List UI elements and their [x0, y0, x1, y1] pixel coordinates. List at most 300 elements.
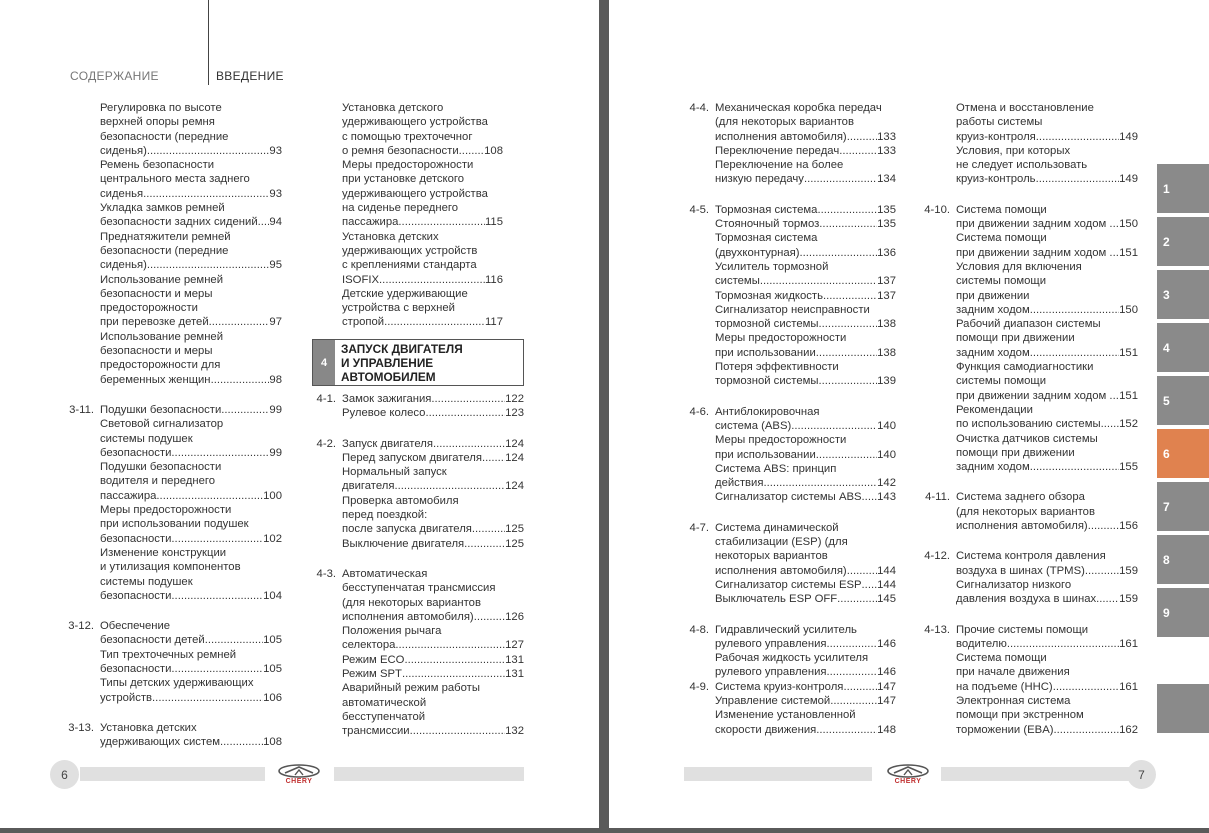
toc-entry[interactable] — [956, 651, 1138, 694]
toc-entry-text: и утилизация компонентов — [100, 561, 241, 574]
toc-entry-text: Световой сигнализатор — [100, 418, 224, 431]
dot-leader — [379, 273, 485, 287]
toc-entry[interactable] — [956, 694, 1138, 737]
chery-logo-left — [277, 764, 321, 788]
toc-page-number: 133 — [877, 144, 896, 157]
toc-entry[interactable] — [956, 144, 1138, 187]
toc-entry-text: при перевозке детей — [100, 316, 209, 329]
toc-entry-text: сиденья — [100, 187, 144, 200]
toc-entry-text: Система помощи — [956, 232, 1047, 245]
dot-leader — [1007, 637, 1119, 651]
toc-entry[interactable] — [956, 403, 1138, 432]
toc-entry-text: Условия для включения — [956, 260, 1082, 273]
toc-entry[interactable] — [956, 260, 1138, 317]
toc-entry-text: Потеря эффективности — [715, 361, 839, 374]
toc-entry[interactable] — [342, 667, 524, 681]
chapter-tab-2[interactable]: 2 — [1157, 217, 1209, 266]
dot-leader — [843, 680, 877, 694]
toc-page-number: 100 — [263, 489, 282, 502]
toc-section-number: 4-12. — [924, 550, 950, 563]
chapter-tab-6[interactable]: 6 — [1157, 429, 1209, 478]
toc-page-number: 99 — [269, 403, 282, 416]
header-intro[interactable]: ВВЕДЕНИЕ — [216, 69, 284, 83]
toc-entry-text: Система заднего обзора — [956, 491, 1085, 504]
toc-entry[interactable] — [100, 460, 282, 503]
toc-entry[interactable] — [715, 289, 896, 303]
dot-leader — [823, 289, 877, 303]
toc-page-number: 147 — [877, 680, 896, 693]
chery-logo-icon — [277, 764, 321, 778]
toc-entry[interactable] — [689, 680, 896, 694]
toc-entry[interactable] — [342, 406, 524, 420]
toc-entry[interactable] — [715, 694, 896, 708]
toc-entry-text: Антиблокировочная — [715, 405, 820, 418]
toc-entry-text: Меры предосторожности — [715, 434, 847, 447]
toc-entry[interactable] — [342, 230, 503, 287]
dot-leader — [402, 667, 505, 681]
toc-entry[interactable] — [316, 567, 524, 624]
toc-column-right-2 — [924, 101, 1138, 737]
toc-entry-text: при использовании — [715, 346, 816, 359]
toc-page-number: 116 — [484, 273, 503, 286]
dot-leader — [1030, 460, 1119, 474]
toc-entry[interactable] — [715, 578, 896, 592]
chapter-tab-8[interactable]: 8 — [1157, 535, 1209, 584]
dot-leader — [819, 317, 878, 331]
toc-entry-text: исполнения автомобиля) — [715, 564, 847, 577]
toc-entry-text: Рабочая жидкость усилителя — [715, 652, 869, 665]
toc-page-number: 144 — [877, 564, 896, 577]
toc-entry[interactable] — [100, 503, 282, 546]
toc-entry-text: тормозной системы — [715, 375, 819, 388]
toc-page-number: 104 — [263, 589, 282, 602]
dot-leader — [171, 446, 269, 460]
toc-entry[interactable] — [342, 451, 524, 465]
toc-entry-text: Запуск двигателя — [342, 437, 433, 450]
toc-entry[interactable] — [715, 331, 896, 360]
toc-entry[interactable] — [100, 330, 282, 387]
toc-entry[interactable] — [69, 403, 282, 417]
toc-entry[interactable] — [956, 231, 1138, 260]
dot-leader — [472, 522, 505, 536]
toc-entry-text: круиз-контроль — [956, 173, 1036, 186]
toc-entry-text: действия — [715, 477, 764, 490]
toc-page-number: 152 — [1119, 418, 1138, 431]
toc-page-number: 95 — [269, 259, 282, 272]
dot-leader — [171, 662, 263, 676]
section-number: 4 — [313, 340, 335, 385]
toc-entry[interactable] — [342, 158, 503, 229]
toc-entry[interactable] — [956, 578, 1138, 607]
toc-entry-text: Перед запуском двигателя — [342, 451, 482, 464]
chapter-tab-3[interactable]: 3 — [1157, 270, 1209, 319]
toc-entry[interactable] — [100, 101, 282, 158]
dot-leader — [425, 406, 505, 420]
toc-page-number: 137 — [877, 275, 896, 288]
toc-section-number: 3-11. — [69, 403, 94, 416]
toc-column-left-2-bottom — [316, 392, 524, 739]
dot-leader — [862, 578, 878, 592]
toc-entry[interactable] — [342, 465, 524, 494]
dot-leader — [827, 637, 878, 651]
toc-entry-text: Управление системой — [715, 694, 831, 707]
toc-page-number: 135 — [877, 218, 896, 231]
toc-page-number: 124 — [505, 437, 524, 450]
toc-entry-text: Сигнализатор системы ABS — [715, 491, 862, 504]
toc-page-number: 161 — [1119, 680, 1138, 693]
toc-section-number: 4-8. — [689, 623, 709, 636]
toc-entry-text: двигателя — [342, 480, 395, 493]
toc-entry-text: Прочие системы помощи — [956, 623, 1089, 636]
toc-entry-text: Меры предосторожности — [715, 332, 847, 345]
chapter-tab-5[interactable]: 5 — [1157, 376, 1209, 425]
toc-section-number: 4-3. — [316, 567, 336, 580]
dot-leader — [221, 403, 269, 417]
toc-entry-text: центрального места заднего — [100, 173, 250, 186]
toc-entry[interactable] — [715, 303, 896, 332]
toc-entry-text: исполнения автомобиля) — [956, 520, 1088, 533]
toc-entry-text: Изменение конструкции — [100, 546, 227, 559]
toc-entry[interactable] — [342, 494, 524, 537]
dot-leader — [404, 653, 505, 667]
toc-entry-text: Переключение на более — [715, 159, 844, 172]
toc-page-number: 150 — [1119, 218, 1138, 231]
toc-entry-text: Электронная система — [956, 694, 1071, 707]
toc-entry[interactable] — [316, 437, 524, 451]
dot-leader — [830, 694, 877, 708]
toc-entry[interactable] — [715, 260, 896, 289]
toc-entry-text: Сигнализатор низкого — [956, 578, 1072, 591]
toc-entry[interactable] — [925, 490, 1138, 533]
toc-page-number: 133 — [877, 130, 896, 143]
toc-entry[interactable] — [100, 546, 282, 603]
chapter-tab-7[interactable]: 7 — [1157, 482, 1209, 531]
dot-leader — [819, 374, 878, 388]
dot-leader — [819, 217, 877, 231]
toc-page-number: 97 — [269, 316, 282, 329]
toc-entry-text: Механическая коробка передач — [715, 102, 882, 114]
toc-entry-text: Сигнализатор неисправности — [715, 303, 870, 316]
toc-entry-text: некоторых вариантов — [715, 550, 828, 563]
dot-leader — [816, 448, 877, 462]
chery-logo-right — [886, 764, 930, 788]
toc-entry-text: пассажира — [100, 489, 157, 502]
toc-entry-text: тормозной системы — [715, 318, 819, 331]
section-title: ЗАПУСК ДВИГАТЕЛЯ И УПРАВЛЕНИЕ АВТОМОБИЛЕМ — [341, 342, 463, 385]
toc-entry-text: Система динамической — [715, 521, 839, 534]
logo-text: CHERY — [285, 778, 313, 785]
toc-page-number: 144 — [877, 578, 896, 591]
toc-entry-text: Аварийный режим работы — [342, 682, 480, 695]
toc-entry-text: верхней опоры ремня — [100, 116, 215, 129]
toc-page-number: 131 — [505, 668, 524, 681]
toc-entry-text: исполнения автомобиля) — [715, 130, 847, 143]
toc-entry-text: Тормозная система — [715, 232, 818, 245]
dot-leader — [817, 203, 877, 217]
toc-entry-text: Тормозная жидкость — [715, 289, 823, 302]
toc-section-number: 4-5. — [689, 203, 709, 216]
toc-page-number: 145 — [877, 593, 896, 606]
toc-page-number: 117 — [484, 316, 503, 329]
toc-entry[interactable] — [715, 651, 896, 680]
toc-entry[interactable] — [956, 432, 1138, 475]
toc-entry[interactable] — [342, 101, 503, 158]
toc-column-left-2-top — [342, 101, 503, 330]
dot-leader — [220, 735, 263, 749]
dot-leader — [1036, 130, 1119, 144]
toc-entry-text: предосторожности для — [100, 359, 221, 372]
toc-entry-text: Усилитель тормозной — [715, 260, 829, 273]
toc-entry-text: рулевого управления — [715, 637, 827, 650]
footer-bar-left — [80, 767, 265, 781]
toc-entry-text: Регулировка по высоте — [100, 102, 222, 114]
dot-leader — [384, 315, 485, 329]
toc-entry-text: с помощью трехточечног — [342, 130, 473, 143]
toc-entry-text: при использовании — [715, 448, 816, 461]
toc-page-number: 151 — [1119, 346, 1138, 359]
toc-entry-text: с креплениями стандарта — [342, 259, 477, 272]
dot-leader — [209, 315, 270, 329]
toc-entry-text: на подъеме (HHC) — [956, 680, 1053, 693]
toc-entry[interactable] — [956, 317, 1138, 360]
dot-leader — [171, 532, 263, 546]
toc-entry-text: Детские удерживающие — [342, 287, 468, 300]
toc-entry-text: устройства с верхней — [342, 302, 455, 315]
toc-entry[interactable] — [100, 201, 282, 230]
toc-page-number: 106 — [263, 691, 282, 704]
toc-entry-text: Тип трехточечных ремней — [100, 648, 237, 661]
toc-entry-text: исполнения автомобиля) — [342, 610, 474, 623]
toc-entry-text: Ремень безопасности — [100, 159, 215, 172]
toc-entry[interactable] — [689, 101, 896, 144]
toc-page-number: 138 — [877, 318, 896, 331]
toc-entry[interactable] — [100, 648, 282, 677]
toc-entry-text: при движении — [956, 289, 1030, 302]
dot-leader — [152, 691, 263, 705]
dot-leader — [433, 437, 505, 451]
toc-entry-text: при движении задним ходом .. — [956, 218, 1116, 231]
toc-entry-text: система (ABS) — [715, 419, 792, 432]
toc-entry-text: Подушки безопасности — [100, 461, 222, 474]
dot-leader — [394, 479, 505, 493]
dot-leader — [1096, 592, 1119, 606]
dot-leader — [1088, 519, 1119, 533]
toc-entry-text: Рабочий диапазон системы — [956, 318, 1101, 331]
toc-entry-text: безопасности и меры — [100, 287, 213, 300]
toc-section-number: 4-2. — [316, 437, 336, 450]
toc-entry-text: Переключение передач — [715, 144, 840, 157]
dot-leader — [791, 419, 877, 433]
toc-entry-text: Обеспечение — [100, 620, 171, 633]
toc-page-number: 99 — [269, 446, 282, 459]
toc-entry-text: пассажира — [342, 216, 399, 229]
toc-entry[interactable] — [715, 462, 896, 491]
toc-page-number: 162 — [1119, 723, 1138, 736]
toc-page-number: 155 — [1119, 461, 1138, 474]
toc-entry[interactable] — [715, 708, 896, 737]
toc-entry[interactable] — [316, 392, 524, 406]
toc-page-number: 134 — [877, 173, 896, 186]
dot-leader — [837, 592, 877, 606]
toc-entry[interactable] — [100, 417, 282, 460]
toc-entry[interactable] — [715, 360, 896, 389]
toc-entry-text: Рулевое колесо — [342, 407, 426, 420]
toc-page-number: 149 — [1119, 130, 1138, 143]
toc-entry[interactable] — [689, 405, 896, 434]
footer-bar-right-2 — [941, 767, 1133, 781]
toc-entry[interactable] — [342, 624, 524, 653]
toc-page-number: 131 — [505, 653, 524, 666]
toc-page-number: 93 — [269, 187, 282, 200]
toc-page-number: 137 — [877, 289, 896, 302]
toc-page-number: 161 — [1119, 637, 1138, 650]
toc-entry[interactable] — [715, 490, 896, 504]
toc-entry[interactable] — [956, 360, 1138, 403]
toc-entry-text: Преднатяжители ремней — [100, 230, 231, 243]
toc-entry-text: после запуска двигателя — [342, 523, 472, 536]
toc-entry[interactable] — [342, 681, 524, 738]
dot-leader — [482, 451, 505, 465]
toc-page-number: 150 — [1119, 303, 1138, 316]
dot-leader — [1054, 723, 1120, 737]
dot-leader — [1030, 346, 1119, 360]
toc-entry[interactable] — [924, 623, 1138, 652]
toc-entry-text: Выключение двигателя — [342, 537, 465, 550]
toc-entry-text: безопасности (передние — [100, 130, 229, 143]
toc-entry-text: Отмена и восстановление — [956, 102, 1094, 114]
toc-entry-text: (для некоторых вариантов — [715, 116, 854, 129]
toc-page-number: 115 — [484, 216, 503, 229]
chapter-tab-9[interactable]: 9 — [1157, 588, 1209, 637]
toc-entry-text: при установке детского — [342, 173, 465, 186]
toc-page-number: 126 — [505, 610, 524, 623]
toc-entry-text: стабилизации (ESP) (для — [715, 536, 848, 549]
toc-entry[interactable] — [924, 549, 1138, 578]
toc-entry[interactable] — [342, 537, 524, 551]
toc-entry[interactable] — [689, 623, 896, 652]
toc-entry-text: безопасности — [100, 589, 172, 602]
chapter-tab-4[interactable]: 4 — [1157, 323, 1209, 372]
dot-leader — [816, 723, 877, 737]
dot-leader — [147, 144, 270, 158]
toc-entry[interactable] — [68, 721, 282, 750]
dot-leader — [1036, 172, 1120, 186]
toc-entry[interactable] — [100, 273, 282, 330]
toc-entry[interactable] — [956, 101, 1138, 144]
toc-page-number: 147 — [877, 694, 896, 707]
toc-entry-text: задним ходом — [956, 346, 1030, 359]
page-number-right: 7 — [1127, 760, 1156, 789]
toc-entry-text: помощи при движении — [956, 332, 1075, 345]
dot-leader — [459, 144, 484, 158]
toc-entry-text: автоматической — [342, 696, 427, 709]
toc-page-number: 159 — [1119, 564, 1138, 577]
toc-entry[interactable] — [715, 144, 896, 158]
toc-entry[interactable] — [924, 203, 1138, 232]
dot-leader — [205, 633, 263, 647]
toc-entry[interactable] — [342, 287, 503, 330]
toc-entry-text: Система ABS: принцип — [715, 462, 837, 475]
dot-leader — [804, 172, 877, 186]
dot-leader — [847, 564, 877, 578]
dot-leader — [464, 537, 505, 551]
toc-entry-text: ISOFIX — [342, 273, 380, 286]
dot-leader — [395, 638, 505, 652]
toc-entry-text: задним ходом — [956, 303, 1030, 316]
toc-entry-text: водителя и переднего — [100, 475, 216, 488]
toc-page-number: 149 — [1119, 173, 1138, 186]
toc-entry[interactable] — [100, 158, 282, 201]
toc-entry-text: безопасности детей — [100, 634, 205, 647]
toc-section-number: 4-7. — [689, 521, 709, 534]
dot-leader — [1030, 303, 1119, 317]
toc-entry-text: Очистка датчиков системы — [956, 432, 1098, 445]
toc-entry[interactable] — [715, 231, 896, 260]
toc-entry[interactable] — [715, 433, 896, 462]
toc-entry[interactable] — [100, 230, 282, 273]
toc-entry-text: (двухконтурная) — [715, 246, 800, 259]
section-4-heading[interactable] — [312, 339, 524, 386]
toc-entry-text: торможении (EBA) — [956, 723, 1054, 736]
toc-entry-text: Меры предосторожности — [342, 159, 474, 172]
toc-entry-text: водителю — [956, 637, 1007, 650]
toc-entry[interactable] — [100, 676, 282, 705]
toc-entry-text: при движении задним ходом .. — [956, 246, 1116, 259]
toc-entry-text: Стояночный тормоз — [715, 218, 820, 231]
toc-page-number: 93 — [269, 144, 282, 157]
toc-entry[interactable] — [689, 203, 896, 217]
toc-entry-text: круиз-контроля — [956, 130, 1036, 143]
toc-entry-text: Выключатель ESP OFF — [715, 593, 838, 606]
toc-page-number: 143 — [877, 491, 896, 504]
toc-entry-text: не следует использовать — [956, 159, 1088, 172]
toc-entry-text: Меры предосторожности — [100, 504, 232, 517]
toc-section-number: 4-9. — [689, 680, 709, 693]
toc-entry-text: при движении задним ходом .. — [956, 389, 1116, 402]
toc-entry-text: бесступенчатая трансмиссия — [342, 582, 496, 595]
chapter-tab-1[interactable]: 1 — [1157, 164, 1209, 213]
toc-page-number: 139 — [877, 375, 896, 388]
toc-entry[interactable] — [715, 592, 896, 606]
toc-entry-text: Режим SPT — [342, 668, 402, 681]
dot-leader — [474, 610, 505, 624]
dot-leader — [763, 476, 877, 490]
toc-entry-text: трансмиссии — [342, 725, 410, 738]
toc-entry-text: удерживающих систем — [100, 736, 221, 749]
dot-leader — [847, 130, 877, 144]
toc-entry-text: бесступенчатой — [342, 710, 426, 723]
header-divider — [208, 0, 209, 85]
toc-entry-text: предосторожности — [100, 302, 198, 315]
right-page — [609, 0, 1209, 828]
toc-entry-text: безопасности — [100, 446, 172, 459]
toc-page-number: 108 — [484, 144, 503, 157]
header-contents[interactable]: СОДЕРЖАНИЕ — [70, 69, 159, 83]
chery-logo-icon — [886, 764, 930, 778]
toc-entry[interactable] — [342, 653, 524, 667]
dot-leader — [839, 144, 877, 158]
toc-entry[interactable] — [715, 217, 896, 231]
toc-entry[interactable] — [68, 619, 282, 648]
toc-page-number: 124 — [505, 451, 524, 464]
toc-entry-text: на сиденье переднего — [342, 202, 459, 215]
toc-entry[interactable] — [689, 521, 896, 578]
toc-entry[interactable] — [715, 158, 896, 187]
chapter-tab-blank[interactable] — [1157, 684, 1209, 733]
toc-entry-text: работы системы — [956, 116, 1043, 129]
toc-entry-text: помощи при движении — [956, 446, 1075, 459]
toc-page-number: 151 — [1119, 246, 1138, 259]
